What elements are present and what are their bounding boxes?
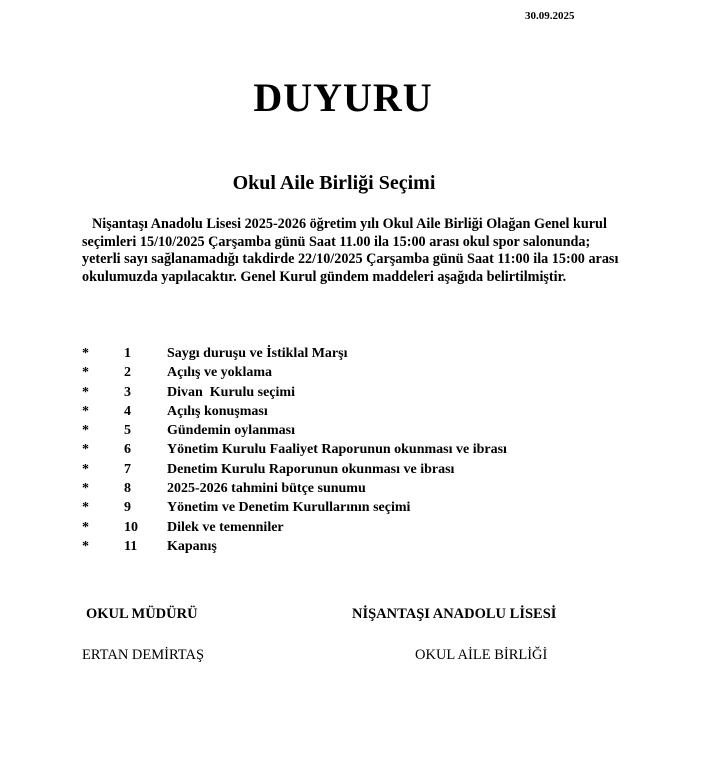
agenda-text: Dilek ve temenniler bbox=[167, 519, 284, 535]
association-name: OKUL AİLE BİRLİĞİ bbox=[415, 647, 548, 663]
agenda-item bbox=[82, 479, 642, 498]
agenda-number: 8 bbox=[124, 481, 131, 497]
agenda-number: 7 bbox=[124, 461, 131, 477]
announcement-paragraph: Nişantaşı Anadolu Lisesi 2025-2026 öğretim yılı Okul Aile Birliği Olağan Genel kurul seçimleri 15/10/2025 Çarşamba günü Saat 11.00 ila 15:00 arası okul spor salonunda; yeterli sayı sağlanamadığı takdirde 22/10/2025 Çarşamba günü Saat 11:00 ila 15:00 arası okulumuzda yapılacaktır. Genel Kurul gündem maddeleri aşağıda belirtilmiştir. bbox=[82, 216, 619, 285]
agenda-bullet: * bbox=[82, 384, 89, 400]
agenda-item bbox=[82, 518, 642, 537]
agenda-item bbox=[82, 537, 642, 556]
agenda-number: 4 bbox=[124, 403, 131, 419]
agenda-item bbox=[82, 440, 642, 459]
agenda-text: Gündemin oylanması bbox=[167, 423, 295, 439]
subtitle-text: Okul Aile Birliği Seçimi bbox=[232, 172, 436, 194]
agenda-item bbox=[82, 402, 642, 421]
agenda-text: Kapanış bbox=[167, 538, 217, 554]
title-text: DUYURU bbox=[253, 75, 433, 120]
agenda-item bbox=[82, 383, 642, 402]
agenda-item bbox=[82, 363, 642, 382]
agenda-text: Divan Kurulu seçimi bbox=[167, 384, 295, 400]
agenda-number: 10 bbox=[124, 519, 138, 535]
agenda-item bbox=[82, 421, 642, 440]
school-name: NİŞANTAŞI ANADOLU LİSESİ bbox=[352, 606, 557, 622]
agenda-bullet: * bbox=[82, 500, 89, 516]
agenda-number: 11 bbox=[124, 538, 138, 554]
agenda-list bbox=[82, 344, 642, 556]
agenda-text: 2025-2026 tahmini bütçe sunumu bbox=[167, 481, 366, 497]
agenda-bullet: * bbox=[82, 365, 89, 381]
agenda-number: 5 bbox=[124, 423, 131, 439]
agenda-item bbox=[82, 498, 642, 517]
agenda-text: Denetim Kurulu Raporunun okunması ve ibrası bbox=[167, 461, 455, 477]
agenda-text: Açılış konuşması bbox=[167, 403, 268, 419]
agenda-number: 3 bbox=[124, 384, 131, 400]
date: 30.09.2025 bbox=[525, 10, 575, 22]
principal-name: ERTAN DEMİRTAŞ bbox=[82, 647, 205, 663]
agenda-bullet: * bbox=[82, 346, 89, 361]
agenda-bullet: * bbox=[82, 442, 89, 458]
agenda-bullet: * bbox=[82, 519, 89, 535]
agenda-text: Açılış ve yoklama bbox=[167, 365, 272, 381]
subtitle bbox=[0, 172, 706, 195]
agenda-number: 9 bbox=[124, 500, 131, 516]
agenda-item bbox=[82, 460, 642, 479]
agenda-bullet: * bbox=[82, 423, 89, 439]
agenda-bullet: * bbox=[82, 481, 89, 497]
agenda-bullet: * bbox=[82, 461, 89, 477]
agenda-text: Yönetim ve Denetim Kurullarının seçimi bbox=[167, 500, 411, 516]
agenda-text: Yönetim Kurulu Faaliyet Raporunun okunması ve ibrası bbox=[167, 442, 507, 458]
agenda-bullet: * bbox=[82, 538, 89, 554]
agenda-text: Saygı duruşu ve İstiklal Marşı bbox=[167, 346, 348, 361]
agenda-item bbox=[82, 344, 642, 363]
agenda-bullet: * bbox=[82, 403, 89, 419]
agenda-number: 1 bbox=[124, 346, 131, 361]
page-title bbox=[0, 74, 706, 121]
principal-title: OKUL MÜDÜRÜ bbox=[86, 606, 198, 622]
agenda-number: 2 bbox=[124, 365, 131, 381]
agenda-number: 6 bbox=[124, 442, 131, 458]
